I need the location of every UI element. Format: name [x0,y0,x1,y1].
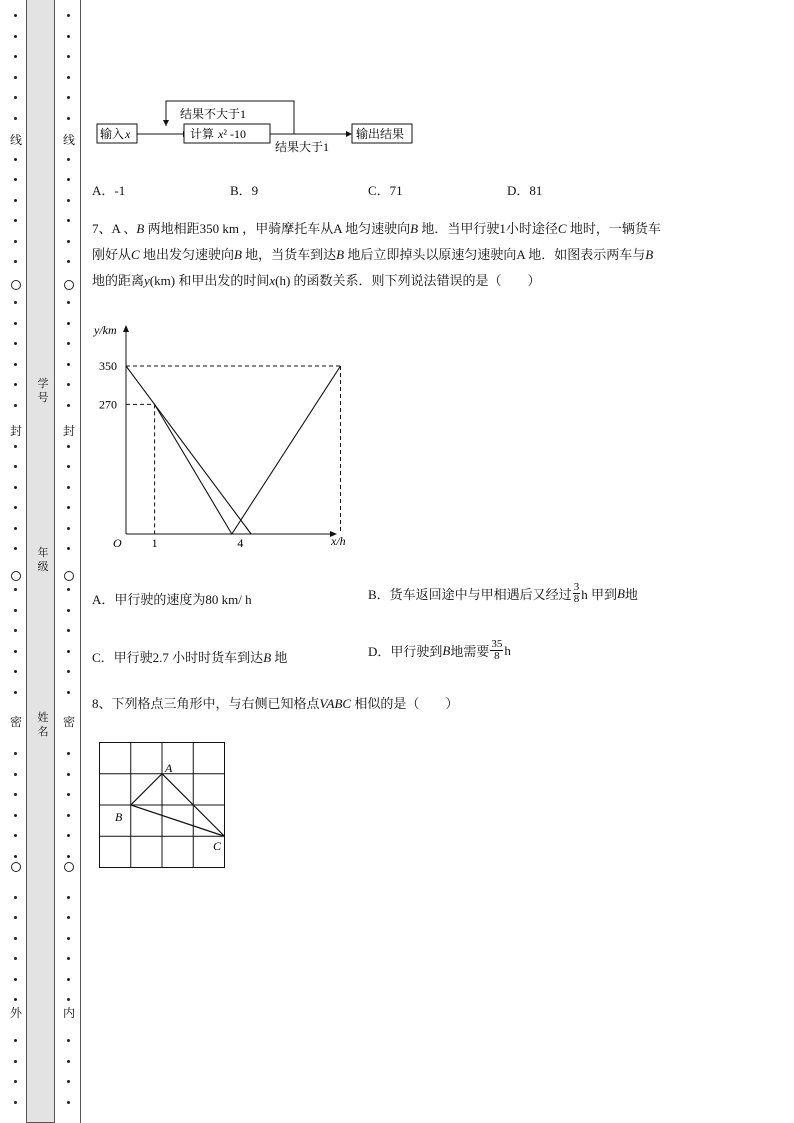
margin-dot [67,814,70,817]
outer-label-feng: 封 [9,424,22,438]
vertex-a-label: A [165,761,173,775]
margin-dot [14,199,17,202]
vertex-b-label: B [115,810,123,824]
q6-option-c: C．71 [368,183,403,198]
margin-dot [67,937,70,940]
flow-input-label: 输入x [100,127,131,141]
margin-dot [67,219,70,222]
q7-option-a: A．甲行驶的速度为80 km/ h [92,592,252,607]
margin-dot [14,998,17,1001]
margin-dot [67,158,70,161]
margin-dot [67,35,70,38]
margin-dot [67,117,70,120]
margin-dot [67,486,70,489]
margin-dot [14,916,17,919]
margin-dot [67,752,70,755]
margin-dot [14,117,17,120]
margin-dot [14,527,17,530]
flow-exit-label: 结果大于1 [275,140,330,154]
margin-dot [14,1039,17,1042]
flow-output-label: 输出结果 [356,127,405,141]
margin-dot [14,1060,17,1063]
margin-dot [67,1039,70,1042]
outer-label-wai: 外 [9,1006,22,1020]
flow-arrowhead-2 [346,131,352,137]
margin-dot [14,629,17,632]
margin-dot [14,506,17,509]
margin-dot [14,445,17,448]
margin-dot [14,35,17,38]
margin-dot [67,957,70,960]
margin-dot [14,383,17,386]
margin-dot [67,793,70,796]
margin-dot [14,322,17,325]
margin-dot [67,301,70,304]
x-tick-label-1: 1 [151,536,158,550]
margin-dot [67,855,70,858]
lattice-grid [100,743,225,868]
flow-loop-arrowhead [163,120,169,126]
margin-dot [14,896,17,899]
margin-dot [67,527,70,530]
margin-dot [67,178,70,181]
margin-circle [11,280,21,290]
origin-label: O [113,536,122,550]
margin-dot [67,445,70,448]
chart-guides [126,366,341,534]
series-line-2 [155,366,341,534]
q6-option-d: D．81 [507,183,543,198]
field-name: 姓名 [37,711,49,738]
field-student-id: 学号 [37,377,49,404]
y-tick-label-270: 270 [99,397,117,412]
margin-dot [67,96,70,99]
y-tick-label-350: 350 [99,359,117,373]
margin-dot [14,588,17,591]
q7-option-d: D． 甲行驶到 B 地需要 $\frac{35}{8}$ h [368,638,511,662]
margin-dot [14,404,17,407]
margin-dot [67,404,70,407]
margin-dot [14,937,17,940]
q8-question: 8、下列格点三角形中，与右侧已知格点VABC 相似的是（ ） [92,696,459,711]
series-line-1 [126,366,251,534]
margin-dot [14,14,17,17]
outer-dot-line [3,0,29,1123]
flow-compute-label: 计算 x² -10 [190,127,246,141]
inner-label-mi: 密 [62,715,75,729]
margin-dot [14,650,17,653]
margin-dot [67,1060,70,1063]
margin-dot [67,240,70,243]
q6-option-b: B．9 [230,183,259,198]
margin-dot [67,342,70,345]
margin-dot [14,670,17,673]
margin-dot [67,998,70,1001]
margin-dot [14,486,17,489]
margin-dot [67,322,70,325]
margin-dot [67,916,70,919]
margin-dot [67,834,70,837]
margin-dot [67,588,70,591]
margin-dot [67,691,70,694]
margin-dot [67,1080,70,1083]
margin-dot [67,547,70,550]
margin-dot [14,1080,17,1083]
margin-dot [14,691,17,694]
x-axis-label: x/h [331,534,346,548]
margin-dot [67,363,70,366]
margin-dot [14,547,17,550]
outer-label-mi: 密 [9,715,22,729]
margin-circle [64,862,74,872]
margin-dot [67,896,70,899]
margin-dot [14,301,17,304]
margin-dot [14,76,17,79]
margin-dot [14,773,17,776]
margin-dot [67,260,70,263]
margin-dot [14,1101,17,1104]
margin-dot [67,465,70,468]
margin-dot [14,178,17,181]
q7-distance-chart [90,318,360,553]
chart-series [126,366,341,534]
margin-dot [14,260,17,263]
q7-option-b: B． 货车返回途中与甲相遇后又经过 $\frac{3}{8}$ h 甲到 B 地 [368,581,638,605]
x-tick-label-4: 4 [237,536,244,550]
margin-dot [67,629,70,632]
margin-dot [14,55,17,58]
inner-label-nei: 内 [62,1006,75,1020]
margin-dot [14,793,17,796]
margin-dot [67,773,70,776]
chart-ticks [99,359,243,550]
margin-dot [14,834,17,837]
margin-dot [67,1101,70,1104]
margin-dot [14,363,17,366]
margin-dot [14,855,17,858]
margin-circle [64,571,74,581]
outer-label-xian: 线 [9,133,22,147]
q7-option-d-fraction: $\frac{35}{8}$ [491,638,503,662]
margin-dot [14,957,17,960]
margin-dot [67,55,70,58]
margin-dot [14,752,17,755]
y-axis-label: y/km [94,323,117,337]
margin-dot [67,76,70,79]
margin-dot [14,219,17,222]
q7-line-3: 地的距离y(km) 和甲出发的时间x(h) 的函数关系．则下列说法错误的是（ ） [92,273,541,288]
margin-dot [67,978,70,981]
field-grade: 年级 [37,546,49,573]
margin-dot [14,158,17,161]
inner-label-xian: 线 [62,133,75,147]
flowchart [90,95,430,157]
vertex-c-label: C [213,839,222,853]
margin-dot [67,670,70,673]
margin-circle [11,862,21,872]
margin-dot [67,650,70,653]
flow-loop-label: 结果不大于1 [180,107,247,121]
margin-dot [14,240,17,243]
margin-dot [67,14,70,17]
q6-option-a: A．-1 [92,183,126,198]
margin-dot [14,609,17,612]
inner-label-feng: 封 [62,424,75,438]
margin-circle [64,280,74,290]
margin-dot [14,342,17,345]
q8-grid-triangle [99,742,229,872]
margin-dot [67,609,70,612]
inner-dot-line [56,0,82,1123]
margin-dot [67,506,70,509]
margin-dot [67,383,70,386]
margin-dot [67,199,70,202]
q7-option-c: C．甲行驶2.7 小时时货车到达B 地 [92,650,288,665]
q7-line-2: 刚好从C 地出发匀速驶向B 地，当货车到达B 地后立即掉头以原速匀速驶向A 地．如图表示两车与B [92,247,654,262]
margin-dot [14,978,17,981]
q7-option-b-fraction: $\frac{3}{8}$ [573,581,580,605]
margin-dot [14,465,17,468]
margin-dot [14,96,17,99]
q7-line-1: 7、A 、B 两地相距350 km ，甲骑摩托车从A 地匀速驶向B 地．当甲行驶1小时途径C 地时，一辆货车 [92,221,661,236]
margin-dot [14,814,17,817]
margin-circle [11,571,21,581]
